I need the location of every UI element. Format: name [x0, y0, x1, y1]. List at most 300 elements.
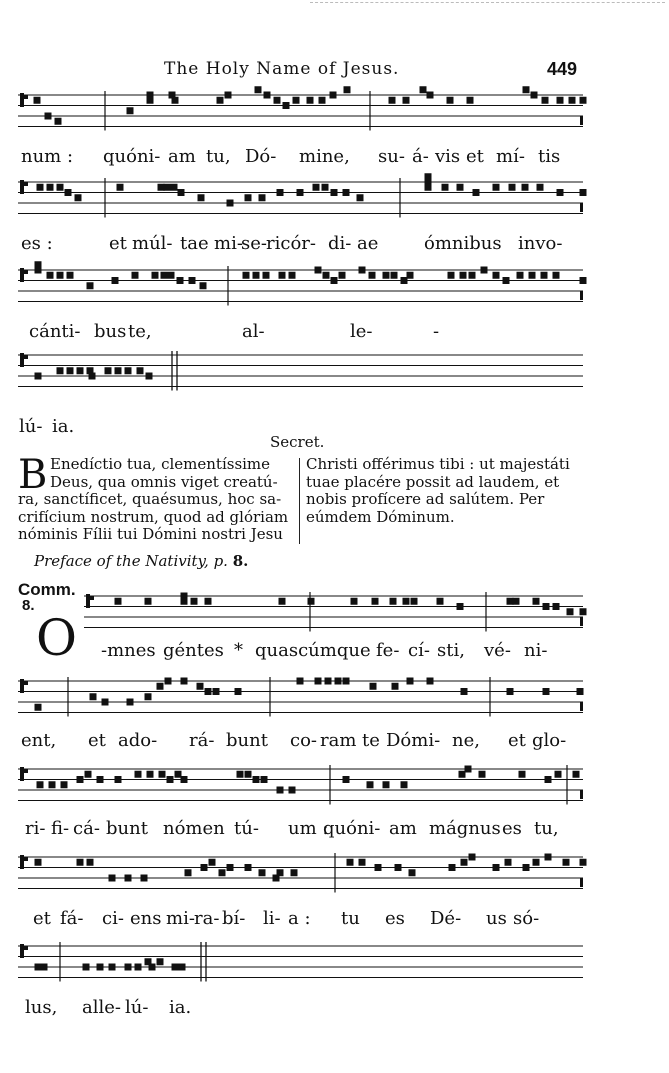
neume-note — [291, 869, 298, 876]
neume-note — [181, 598, 188, 605]
lyric-syllable: tae — [180, 233, 209, 254]
neume-note — [357, 194, 364, 201]
neume-note — [401, 781, 408, 788]
secret-line: eúmdem Dóminum. — [306, 507, 455, 526]
neume-note — [197, 683, 204, 690]
neume-note — [383, 272, 390, 279]
lyric-syllable: li- — [263, 908, 281, 929]
neume-note — [293, 97, 300, 104]
neume-note — [315, 678, 322, 685]
neume-note — [580, 277, 587, 284]
lyric-syllable: te — [362, 730, 380, 751]
neume-note — [343, 678, 350, 685]
lyric-line — [0, 321, 669, 345]
neume-note — [335, 678, 342, 685]
neume-note — [164, 184, 171, 191]
neume-note — [567, 608, 574, 615]
neume-note — [403, 97, 410, 104]
neume-note — [274, 97, 281, 104]
neume-note — [125, 964, 132, 971]
neume-note — [225, 92, 232, 99]
neume-note — [145, 598, 152, 605]
neume-note — [339, 272, 346, 279]
lyric-syllable: mi- — [166, 908, 195, 929]
lyric-syllable: cánti- — [29, 321, 81, 342]
lyric-syllable: num : — [21, 146, 74, 167]
neume-note — [493, 864, 500, 871]
lyric-syllable: ae — [357, 233, 379, 254]
neume-note — [307, 97, 314, 104]
neume-note — [135, 964, 142, 971]
neume-note — [97, 776, 104, 783]
staff — [0, 347, 669, 407]
neume-note — [493, 184, 500, 191]
do-clef — [24, 681, 28, 685]
secret-line: Christi offérimus tibi : ut majestáti — [306, 455, 570, 473]
lyric-syllable: ne, — [452, 730, 480, 751]
do-clef — [20, 353, 24, 367]
lyric-syllable: nómen — [163, 818, 225, 839]
neume-note — [522, 184, 529, 191]
neume-note — [201, 864, 208, 871]
neume-note — [325, 678, 332, 685]
neume-note — [157, 683, 164, 690]
neume-note — [390, 598, 397, 605]
neume-note — [537, 184, 544, 191]
lyric-syllable: ens — [130, 908, 162, 929]
lyric-syllable: glo- — [532, 730, 567, 751]
neume-note — [227, 200, 234, 207]
do-clef — [20, 180, 24, 194]
neume-note — [322, 184, 329, 191]
neume-note — [541, 272, 548, 279]
lyric-syllable: ent, — [21, 730, 57, 751]
lyric-syllable: ram — [320, 730, 357, 751]
neume-note — [125, 367, 132, 374]
custos — [580, 203, 583, 212]
neume-note — [367, 781, 374, 788]
neume-note — [112, 277, 119, 284]
neume-note — [34, 97, 41, 104]
custos — [580, 617, 583, 626]
neume-note — [461, 688, 468, 695]
lyric-syllable: vis — [435, 146, 461, 167]
neume-note — [105, 367, 112, 374]
neume-note — [41, 964, 48, 971]
neume-note — [277, 189, 284, 196]
neume-note — [407, 272, 414, 279]
neume-note — [37, 184, 44, 191]
lyric-syllable: fá- — [60, 908, 84, 929]
lyric-syllable: alle- — [82, 997, 121, 1018]
neume-note — [57, 367, 64, 374]
lyric-syllable: ia. — [169, 997, 192, 1018]
neume-note — [263, 272, 270, 279]
neume-note — [580, 608, 587, 615]
neume-note — [145, 693, 152, 700]
neume-note — [383, 781, 390, 788]
secret-left-column-bottom — [18, 491, 294, 544]
neume-note — [35, 859, 42, 866]
neume-note — [178, 189, 185, 196]
neume-note — [479, 771, 486, 778]
neume-note — [172, 97, 179, 104]
lyric-syllable: * — [234, 640, 243, 661]
neume-note — [557, 97, 564, 104]
neume-note — [425, 184, 432, 191]
neume-note — [35, 373, 42, 380]
neume-note — [152, 272, 159, 279]
custos — [580, 702, 583, 711]
do-clef — [24, 95, 28, 99]
neume-note — [102, 699, 109, 706]
column-divider — [299, 458, 300, 544]
neume-note — [243, 272, 250, 279]
staff — [0, 761, 669, 821]
neume-note — [167, 776, 174, 783]
lyric-syllable: ri- — [25, 818, 46, 839]
neume-note — [553, 603, 560, 610]
lyric-syllable: co- — [290, 730, 317, 751]
neume-note — [165, 678, 172, 685]
neume-note — [323, 272, 330, 279]
neume-note — [407, 678, 414, 685]
neume-note — [392, 683, 399, 690]
neume-note — [57, 272, 64, 279]
neume-note — [261, 776, 268, 783]
lyric-syllable: quóni- — [323, 818, 381, 839]
neume-note — [181, 678, 188, 685]
lyric-syllable: tu — [341, 908, 360, 929]
neume-note — [235, 688, 242, 695]
lyric-syllable: lú- — [125, 997, 149, 1018]
neume-note — [279, 598, 286, 605]
preface-title: Preface of the Nativity, p. — [34, 552, 228, 570]
neume-note — [543, 688, 550, 695]
communion-drop-cap: O — [36, 609, 77, 667]
neume-note — [580, 189, 587, 196]
neume-note — [217, 97, 224, 104]
neume-note — [135, 771, 142, 778]
neume-note — [403, 598, 410, 605]
do-clef — [24, 857, 28, 861]
neume-note — [529, 272, 536, 279]
neume-note — [245, 864, 252, 871]
neume-note — [344, 86, 351, 93]
neume-note — [533, 859, 540, 866]
neume-note — [343, 776, 350, 783]
lyric-syllable: se- — [241, 233, 267, 254]
staff — [0, 849, 669, 909]
lyric-syllable: bí- — [222, 908, 246, 929]
neume-note — [159, 771, 166, 778]
lyric-line — [0, 640, 669, 664]
communion-mode: 8. — [22, 597, 35, 614]
neume-note — [315, 267, 322, 274]
lyric-syllable: fi- — [51, 818, 70, 839]
neume-note — [531, 92, 538, 99]
lyric-syllable: invo- — [518, 233, 563, 254]
neume-note — [460, 272, 467, 279]
neume-note — [467, 97, 474, 104]
neume-note — [331, 189, 338, 196]
neume-note — [45, 113, 52, 120]
neume-note — [35, 267, 42, 274]
neume-note — [505, 859, 512, 866]
neume-note — [209, 859, 216, 866]
lyric-syllable: ra- — [194, 908, 220, 929]
neume-note — [507, 688, 514, 695]
neume-note — [47, 184, 54, 191]
neume-note — [47, 272, 54, 279]
secret-line: nobis profícere ad salútem. Per — [306, 490, 545, 508]
neume-note — [77, 367, 84, 374]
lyric-syllable: tu, — [206, 146, 231, 167]
lyric-syllable: mí- — [496, 146, 525, 167]
neume-note — [533, 598, 540, 605]
neume-note — [507, 598, 514, 605]
lyric-line — [0, 233, 669, 257]
do-clef — [20, 93, 24, 107]
lyric-syllable: et — [466, 146, 484, 167]
neume-note — [35, 964, 42, 971]
neume-note — [161, 272, 168, 279]
neume-note — [395, 864, 402, 871]
neume-note — [77, 859, 84, 866]
neume-note — [37, 781, 44, 788]
neume-note — [351, 598, 358, 605]
neume-note — [89, 373, 96, 380]
neume-note — [125, 875, 132, 882]
neume-note — [61, 781, 68, 788]
lyric-syllable: tu, — [534, 818, 559, 839]
neume-note — [577, 688, 584, 695]
neume-note — [57, 184, 64, 191]
preface-reference — [34, 552, 248, 570]
lyric-syllable: bunt — [226, 730, 268, 751]
lyric-syllable: al- — [242, 321, 265, 342]
secret-drop-cap: B — [18, 452, 48, 498]
neume-note — [289, 787, 296, 794]
do-clef — [86, 594, 90, 608]
custos — [580, 291, 583, 300]
lyric-syllable: quascúmque — [255, 640, 371, 661]
staff — [0, 174, 669, 234]
custos — [580, 116, 583, 125]
scan-edge-artifact — [310, 2, 665, 4]
lyric-syllable: es — [502, 818, 522, 839]
staff — [0, 87, 669, 147]
neume-note — [545, 854, 552, 861]
neume-note — [409, 869, 416, 876]
neume-note — [259, 194, 266, 201]
do-clef — [20, 767, 24, 781]
neume-note — [132, 272, 139, 279]
neume-note — [90, 693, 97, 700]
neume-note — [213, 688, 220, 695]
neume-note — [459, 771, 466, 778]
neume-note — [245, 194, 252, 201]
neume-note — [198, 194, 205, 201]
neume-note — [319, 97, 326, 104]
lyric-syllable: um : — [288, 818, 329, 839]
neume-note — [457, 603, 464, 610]
neume-note — [127, 107, 134, 114]
secret-line: tuae placére possit ad laudem, et — [306, 472, 560, 491]
neume-note — [469, 854, 476, 861]
lyric-line — [0, 997, 669, 1021]
lyric-syllable: et — [33, 908, 51, 929]
lyric-syllable: us — [486, 908, 507, 929]
neume-note — [277, 869, 284, 876]
neume-note — [523, 864, 530, 871]
neume-note — [83, 964, 90, 971]
lyric-syllable: ómnibus — [424, 233, 502, 254]
neume-note — [427, 678, 434, 685]
neume-note — [517, 272, 524, 279]
neume-note — [545, 776, 552, 783]
neume-note — [115, 598, 122, 605]
neume-note — [375, 864, 382, 871]
neume-note — [181, 776, 188, 783]
do-clef — [20, 679, 24, 693]
neume-note — [283, 102, 290, 109]
secret-line: nóminis Fílii tui Dómini nostri Jesu — [18, 525, 283, 543]
neume-note — [279, 272, 286, 279]
neume-note — [369, 272, 376, 279]
lyric-syllable: lus, — [25, 997, 58, 1018]
do-clef — [24, 946, 28, 950]
lyric-syllable: ni- — [524, 640, 548, 661]
neume-note — [370, 683, 377, 690]
neume-note — [372, 598, 379, 605]
neume-note — [87, 859, 94, 866]
neume-note — [420, 86, 427, 93]
neume-note — [427, 92, 434, 99]
neume-note — [555, 771, 562, 778]
secret-left-column-top — [50, 456, 294, 491]
neume-note — [67, 367, 74, 374]
neume-note — [264, 92, 271, 99]
neume-note — [172, 964, 179, 971]
staff — [0, 938, 669, 998]
neume-note — [147, 771, 154, 778]
lyric-syllable: - — [433, 321, 440, 342]
lyric-syllable: -mnes — [101, 640, 156, 661]
neume-note — [457, 184, 464, 191]
neume-note — [448, 272, 455, 279]
lyric-syllable: tis — [538, 146, 561, 167]
neume-note — [513, 598, 520, 605]
lyric-syllable: cí- — [408, 640, 430, 661]
do-clef — [20, 944, 24, 958]
do-clef — [24, 270, 28, 274]
neume-note — [473, 189, 480, 196]
neume-note — [75, 194, 82, 201]
neume-note — [569, 97, 576, 104]
neume-note — [330, 92, 337, 99]
lyric-syllable: tú- — [234, 818, 259, 839]
lyric-syllable: di- — [328, 233, 352, 254]
neume-note — [437, 598, 444, 605]
page-number: 449 — [547, 59, 578, 79]
neume-note — [331, 277, 338, 284]
neume-note — [308, 598, 315, 605]
neume-note — [175, 771, 182, 778]
neume-note — [277, 787, 284, 794]
lyric-line — [0, 818, 669, 842]
neume-note — [542, 97, 549, 104]
secret-line: Deus, qua omnis viget creatú- — [50, 472, 278, 491]
neume-note — [391, 272, 398, 279]
lyric-syllable: quóni- — [103, 146, 161, 167]
lyric-syllable: á- — [412, 146, 429, 167]
lyric-syllable: fe- — [376, 640, 400, 661]
do-clef — [24, 355, 28, 359]
neume-note — [343, 189, 350, 196]
neume-note — [127, 699, 134, 706]
neume-note — [87, 282, 94, 289]
lyric-syllable: et — [88, 730, 106, 751]
lyric-syllable: lú- — [19, 416, 43, 437]
lyric-syllable: bus — [94, 321, 127, 342]
neume-note — [259, 869, 266, 876]
lyric-line — [0, 146, 669, 170]
neume-note — [411, 598, 418, 605]
lyric-syllable: le- — [350, 321, 373, 342]
neume-note — [177, 277, 184, 284]
neume-note — [179, 964, 186, 971]
lyric-syllable: só- — [513, 908, 540, 929]
neume-note — [85, 771, 92, 778]
neume-note — [481, 267, 488, 274]
neume-note — [200, 282, 207, 289]
do-clef — [24, 769, 28, 773]
lyric-syllable: mi- — [214, 233, 243, 254]
lyric-syllable: Dé- — [430, 908, 462, 929]
neume-note — [297, 189, 304, 196]
neume-note — [289, 272, 296, 279]
lyric-syllable: es — [385, 908, 405, 929]
neume-note — [557, 189, 564, 196]
neume-note — [401, 277, 408, 284]
neume-note — [465, 766, 472, 773]
neume-note — [237, 771, 244, 778]
neume-note — [461, 859, 468, 866]
neume-note — [115, 776, 122, 783]
neume-note — [442, 184, 449, 191]
neume-note — [553, 272, 560, 279]
neume-note — [67, 272, 74, 279]
neume-note — [146, 373, 153, 380]
neume-note — [149, 964, 156, 971]
neume-note — [189, 277, 196, 284]
neume-note — [509, 184, 516, 191]
lyric-syllable: rá- — [189, 730, 215, 751]
lyric-syllable: sti, — [437, 640, 465, 661]
preface-page-ref: 8. — [232, 552, 249, 570]
neume-note — [255, 86, 262, 93]
lyric-syllable: et — [109, 233, 127, 254]
lyric-syllable: et — [508, 730, 526, 751]
neume-note — [109, 964, 116, 971]
lyric-syllable: géntes — [163, 640, 224, 661]
neume-note — [253, 272, 260, 279]
neume-note — [205, 598, 212, 605]
lyric-syllable: mine, — [299, 146, 350, 167]
do-clef — [20, 268, 24, 282]
neume-note — [219, 869, 226, 876]
